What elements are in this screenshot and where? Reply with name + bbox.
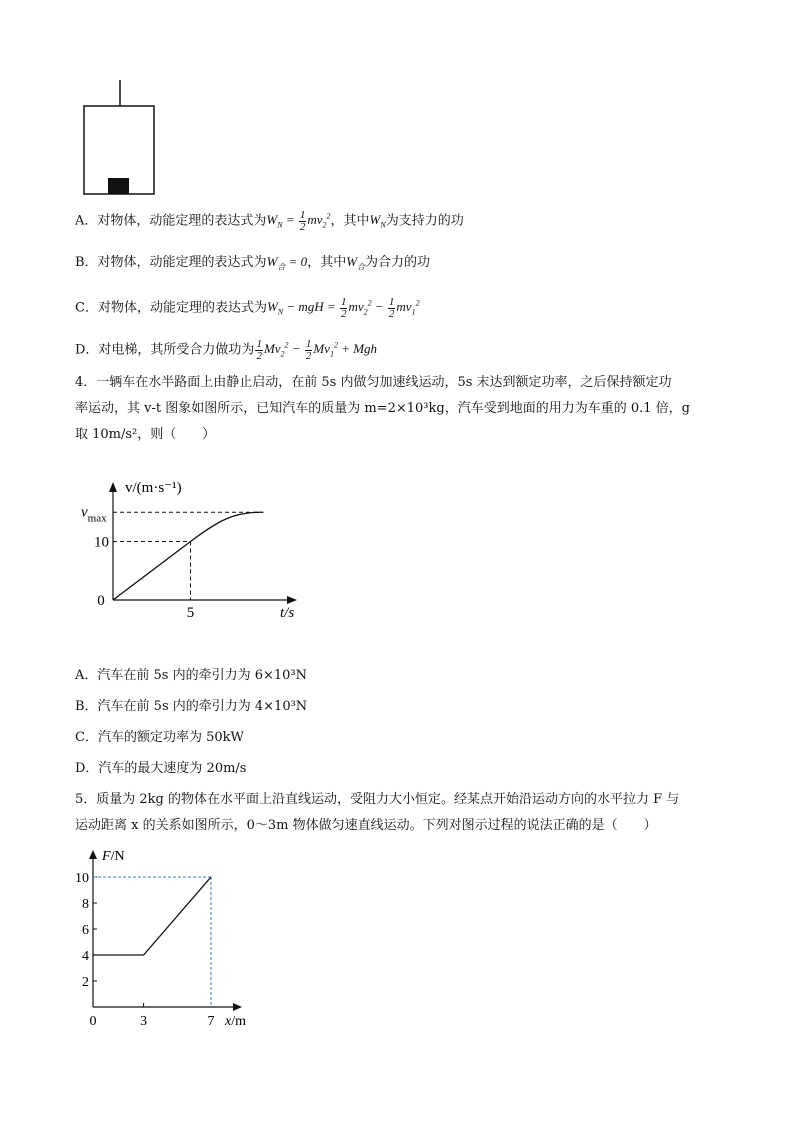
- formula-d: $\frac{1}{2}$ $Mv_2^2$ − $\frac{1}{2}$ $Mv_1^2$ + Mgh: [256, 337, 378, 362]
- y-tick-label: 6: [82, 923, 89, 938]
- x-tick-label: 3: [140, 1014, 148, 1029]
- y-axis-arrow: [89, 850, 97, 859]
- y-tick-label: $v_{max}$: [81, 504, 107, 525]
- q4-stem: 4．一辆车在水半路面上由静止启动，在前 5s 内做匀加速线运动，5s 末达到额定功率，之后保持额定功 率运动，其 v-t 图象如图所示，已知汽车的质量为 m=2×10³kg，汽车受到地面的用力为车重的 0.1 倍，g 取 10m/s²，则（ ）: [75, 375, 690, 442]
- formula-a: $W_N$ = $\frac{1}{2}$ $mv_2^2$: [266, 208, 331, 233]
- x-axis-label: x/m: [225, 1014, 247, 1029]
- x-axis-label: t/s: [280, 605, 295, 620]
- y-tick-label: 2: [82, 975, 89, 990]
- fx-curve: [93, 877, 211, 955]
- x-tick-label: 0: [89, 1014, 97, 1029]
- q4-option-b: B．汽车在前 5s 内的牵引力为 4×10³N: [75, 699, 308, 714]
- elevator-figure: [80, 78, 160, 198]
- x-tick-label: 7: [207, 1014, 215, 1029]
- q4-option-c: C．汽车的额定功率为 50kW: [75, 730, 244, 745]
- q4-option-a: A．汽车在前 5s 内的牵引力为 6×10³N: [75, 668, 308, 683]
- formula-b: $W_合 = 0$: [266, 254, 308, 272]
- y-tick-label: 10: [75, 871, 89, 886]
- elevator-object: [108, 178, 129, 194]
- vt-curve: [113, 512, 263, 600]
- q3-option-b: B．对物体，动能定理的表达式为$W_合 = 0$，其中$W_合$为合力的功: [75, 254, 431, 272]
- y-axis-arrow: [109, 482, 117, 492]
- q4-option-d: D．汽车的最大速度为 20m/s: [75, 761, 247, 776]
- y-tick-label: 8: [82, 897, 89, 912]
- y-axis-label: F/N: [102, 849, 125, 864]
- q3-option-c: C．对物体，动能定理的表达式为$W_N$ − mgH = $\frac{1}{2}$ $mv_2^2$ − $\frac{1}{2}$ $mv_1^2$: [75, 295, 420, 320]
- x-axis-arrow: [233, 1003, 242, 1011]
- formula-c: $W_N$ − mgH = $\frac{1}{2}$ $mv_2^2$ − $\frac{1}{2}$ $mv_1^2$: [266, 295, 420, 320]
- fx-chart: [75, 845, 275, 1035]
- q5-stem: 5．质量为 2kg 的物体在水平面上沿直线运动，受阻力大小恒定。经某点开始沿运动方向的水平拉力 F 与 运动距离 x 的关系如图所示，0～3m 物体做匀速直线运动。下列对图示过程的说法正确的是（ ）: [75, 792, 680, 833]
- q3-option-a: A．对物体，动能定理的表达式为$W_N$ = $\frac{1}{2}$ $mv_2^2$，其中$W_N$为支持力的功: [75, 208, 464, 233]
- y-tick-label: 4: [82, 949, 89, 964]
- x-axis-arrow: [287, 596, 297, 604]
- y-axis-label: v/(m·s⁻¹): [125, 480, 182, 496]
- q3-option-d: D．对电梯，其所受合力做功为 $\frac{1}{2}$ $Mv_2^2$ − $\frac{1}{2}$ $Mv_1^2$ + Mgh: [75, 337, 378, 362]
- vt-chart: [75, 470, 335, 620]
- x-tick-label: 0: [97, 593, 105, 609]
- y-tick-label: 10: [94, 534, 109, 551]
- x-tick-label: 5: [186, 605, 195, 620]
